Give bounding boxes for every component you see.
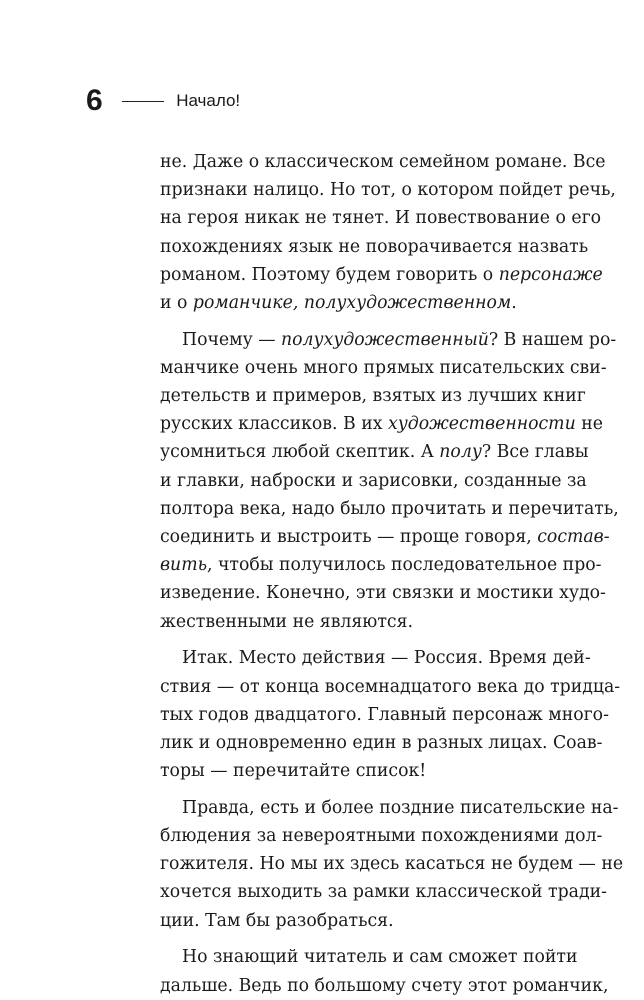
text-run: гожителя. Но мы их здесь касаться не будем — не (160, 854, 624, 875)
text-run: ции. Там бы разобраться. (160, 910, 394, 931)
text-run: детельств и примеров, взятых из лучших книг (160, 386, 586, 407)
paragraph (160, 943, 609, 999)
text-run: похождениях язык не поворачивается назвать (160, 236, 589, 257)
text-line (160, 850, 624, 878)
text-run: блюдения за невероятными похождениями дол- (160, 826, 603, 847)
text-run: жественными не являются. (160, 611, 413, 632)
text-run: хочется выходить за рамки классической тради- (160, 882, 607, 903)
text-run: , чтобы получилось последовательное про- (206, 555, 602, 576)
section-title: Начало! (176, 91, 241, 110)
text-line (160, 467, 587, 495)
text-line (160, 608, 568, 636)
text-run: русских классиков. В их (160, 414, 388, 435)
running-head (86, 84, 240, 118)
paragraph (160, 644, 621, 785)
text-run: признаки налицо. Но тот, о котором пойдет речь, (160, 180, 616, 201)
text-line (160, 757, 568, 785)
text-run: ? Все главы (481, 442, 589, 463)
text-line (160, 382, 586, 410)
text-run: тых годов двадцатого. Главный персонаж много- (160, 704, 609, 725)
text-run: Итак. Место действия — Россия. Время дей- (182, 648, 591, 669)
text-run: не. Даже о классическом семейном романе. Все (160, 152, 606, 172)
text-line (160, 878, 607, 906)
italic-text: вить (160, 555, 207, 576)
text-line (160, 233, 589, 261)
text-run: ? В нашем ро- (488, 329, 617, 350)
body-text (160, 148, 624, 1000)
text-run: полтора века, надо было прочитать и перечитать, (160, 498, 619, 519)
text-line (160, 261, 603, 289)
italic-text: состав- (537, 527, 610, 548)
italic-text: персонаже (498, 264, 603, 285)
text-run: романом. Поэтому будем говорить о (160, 264, 499, 285)
text-line (160, 701, 609, 729)
text-run: Почему — (182, 329, 282, 350)
text-line (160, 972, 609, 1000)
header-rule (122, 101, 164, 102)
text-line (160, 907, 568, 935)
text-line (160, 326, 617, 354)
paragraph-gap (160, 636, 568, 645)
text-run: не (575, 414, 603, 435)
text-run: Правда, есть и более поздние писательские на- (182, 797, 619, 818)
text-run: на героя никак не тянет. И повествование о его (160, 208, 602, 229)
text-line (160, 822, 603, 850)
text-run: торы — перечитайте список! (160, 761, 427, 782)
text-line (160, 523, 610, 551)
text-run: соединить и выстроить — проще говоря, (160, 527, 538, 548)
text-line (160, 579, 606, 607)
text-line (160, 495, 619, 523)
paragraph-gap (160, 785, 568, 794)
text-run: и о (160, 292, 193, 313)
paragraph (160, 794, 624, 935)
text-line (160, 673, 621, 701)
text-line (160, 794, 619, 822)
text-run: дальше. Ведь по большому счету этот романчик, (160, 975, 609, 996)
text-run: усомниться любой скептик. А (160, 442, 440, 463)
text-run: лик и одновременно един в разных лицах. Соав- (160, 732, 603, 753)
paragraph (160, 326, 619, 636)
paragraph (160, 148, 616, 317)
text-line (160, 354, 607, 382)
text-line (160, 410, 603, 438)
paragraph-gap (160, 317, 568, 326)
text-line (160, 148, 606, 176)
text-line (160, 729, 603, 757)
text-line (160, 438, 589, 466)
text-line (160, 644, 591, 672)
text-run: . (511, 292, 517, 313)
page-number: 6 (86, 84, 103, 117)
text-run: манчике очень много прямых писательских сви- (160, 357, 607, 378)
text-line (160, 943, 578, 971)
text-run: ствия — от конца восемнадцатого века до тридца- (160, 676, 621, 697)
text-line (160, 176, 616, 204)
paragraph-gap (160, 935, 568, 944)
text-line (160, 551, 602, 579)
text-line (160, 289, 568, 317)
italic-text: романчике, полухудожественном (192, 292, 512, 313)
text-run: и главки, наброски и зарисовки, созданные за (160, 470, 587, 491)
text-run: изведение. Конечно, эти связки и мостики худо- (160, 583, 606, 604)
italic-text: полу (439, 442, 482, 463)
text-line (160, 204, 602, 232)
italic-text: художественности (387, 414, 576, 435)
text-run: Но знающий читатель и сам сможет пойти (182, 947, 578, 968)
italic-text: полухудожественный (281, 329, 489, 350)
